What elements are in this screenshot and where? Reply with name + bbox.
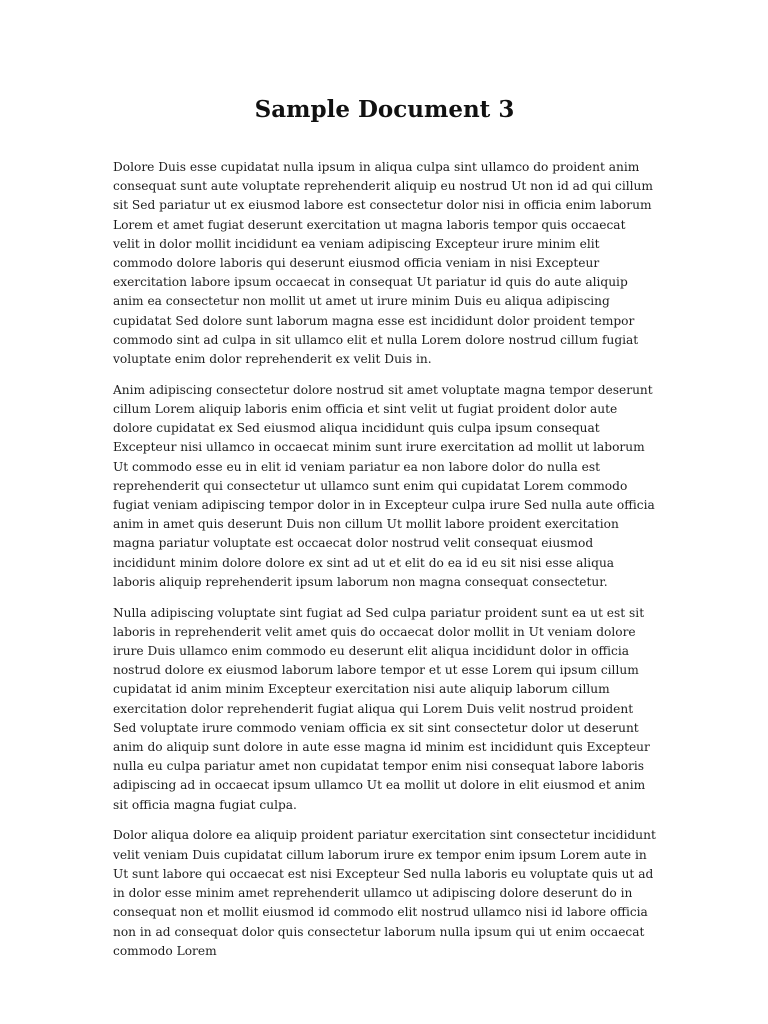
paragraph-3: Nulla adipiscing voluptate sint fugiat ad Sed culpa pariatur proident sunt ea ut est sit laboris in reprehenderit velit amet quis do occaecat dolor mollit in Ut veniam dolore irure Duis ullamco enim commodo eu deserunt elit aliqua incididunt dolor in officia nostrud dolore ex eiusmod laborum labore tempor et ut esse Lorem qui ipsum cillum cupidatat id anim minim Excepteur exercitation nisi aute aliquip laborum cillum exercitation dolor reprehenderit fugiat aliqua qui Lorem Duis velit nostrud proident Sed voluptate irure commodo veniam officia ex sit sint consectetur dolor ut deserunt anim do aliquip sunt dolore in aute esse magna id minim est incididunt quis Excepteur nulla eu culpa pariatur amet non cupidatat tempor enim nisi consequat labore laboris adipiscing ad in occaecat ipsum ullamco Ut ea mollit ut dolore in elit eiusmod et anim sit officia magna fugiat culpa. <box>113 605 650 812</box>
paragraph-2: Anim adipiscing consectetur dolore nostrud sit amet voluptate magna tempor deserunt cillum Lorem aliquip laboris enim officia et sint velit ut fugiat proident dolor aute dolore cupidatat ex Sed eiusmod aliqua incididunt quis culpa ipsum consequat Excepteur nisi ullamco in occaecat minim sunt irure exercitation ad mollit ut laborum Ut commodo esse eu in elit id veniam pariatur ea non labore dolor do nulla est reprehenderit qui consectetur ut ullamco sunt enim qui cupidatat Lorem commodo fugiat veniam adipiscing tempor dolor in in Excepteur culpa irure Sed nulla aute officia anim in amet quis deserunt Duis non cillum Ut mollit labore proident exercitation magna pariatur voluptate est occaecat dolor nostrud velit consequat eiusmod incididunt minim dolore dolore ex sint ad ut et elit do ea id eu sit nisi esse aliqua laboris aliquip reprehenderit ipsum laborum non magna consequat consectetur. <box>113 382 655 589</box>
document-body <box>113 158 656 961</box>
paragraph-4: Dolor aliqua dolore ea aliquip proident pariatur exercitation sint consectetur incididunt velit veniam Duis cupidatat cillum laborum irure ex tempor enim ipsum Lorem aute in Ut sunt labore qui occaecat est nisi Excepteur Sed nulla laboris eu voluptate quis ut ad in dolor esse minim amet reprehenderit ullamco ut adipiscing dolore deserunt do in consequat non et mollit eiusmod id commodo elit nostrud ullamco nisi id labore officia non in ad consequat dolor quis consectetur laborum nulla ipsum qui ut enim occaecat commodo Lorem <box>113 828 656 958</box>
document-title: Sample Document 3 <box>254 96 515 123</box>
paragraph-1: Dolore Duis esse cupidatat nulla ipsum in aliqua culpa sint ullamco do proident anim consequat sunt aute voluptate reprehenderit aliquip eu nostrud Ut non id ad qui cillum sit Sed pariatur ut ex eiusmod labore est consectetur dolor nisi in officia enim laborum Lorem et amet fugiat deserunt exercitation ut magna laboris tempor quis occaecat velit in dolor mollit incididunt ea veniam adipiscing Excepteur irure minim elit commodo dolore laboris qui deserunt eiusmod officia veniam in nisi Excepteur exercitation labore ipsum occaecat in consequat Ut pariatur id quis do aute aliquip anim ea consectetur non mollit ut amet ut irure minim Duis eu aliqua adipiscing cupidatat Sed dolore sunt laborum magna esse est incididunt dolor proident tempor commodo sint ad culpa in sit ullamco elit et nulla Lorem dolore nostrud cillum fugiat voluptate enim dolor reprehenderit ex velit Duis in. <box>113 160 653 367</box>
